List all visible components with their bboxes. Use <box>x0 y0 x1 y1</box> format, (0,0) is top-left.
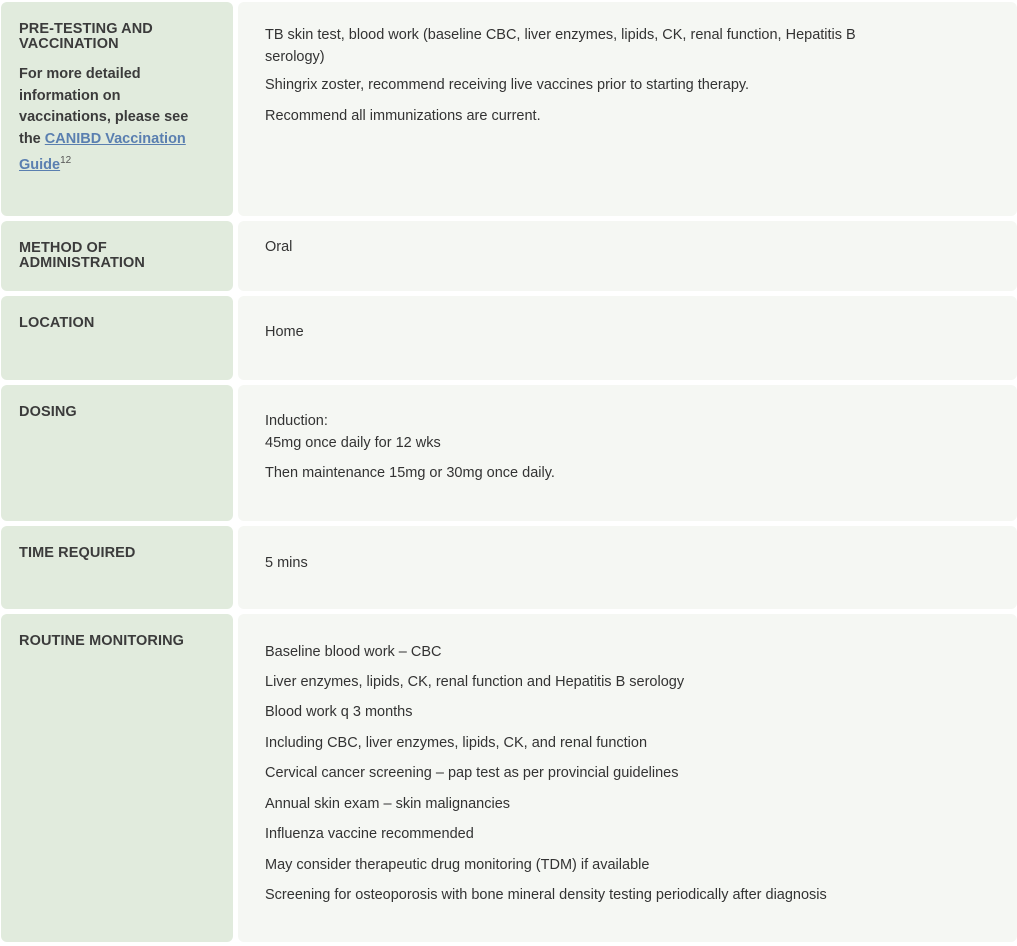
row-dosing <box>1 385 1017 521</box>
content-item: Screening for osteoporosis with bone mineral density testing periodically after diagnosis <box>265 887 827 903</box>
row-content-cell <box>238 221 1017 291</box>
content-item: Baseline blood work – CBC <box>265 644 442 660</box>
row-label-cell <box>1 2 233 216</box>
content-item: Liver enzymes, lipids, CK, renal function and Hepatitis B serology <box>265 674 685 690</box>
row-routine-monitoring <box>1 614 1017 942</box>
row-location <box>1 296 1017 380</box>
row-label: ROUTINE MONITORING <box>19 633 185 649</box>
row-label-cell <box>1 296 233 380</box>
row-label: TIME REQUIRED <box>19 545 136 561</box>
content-item: Recommend all immunizations are current. <box>265 108 541 124</box>
row-content-cell <box>238 614 1017 942</box>
row-content-cell <box>238 385 1017 521</box>
row-method-of-administration <box>1 221 1017 291</box>
vaccination-note-text: For more detailed information on vaccinations, please see the <box>19 66 189 147</box>
content-item: 5 mins <box>265 555 308 571</box>
row-label-cell <box>1 614 233 942</box>
content-item: Induction: <box>265 413 328 429</box>
row-label: PRE-TESTING AND VACCINATION <box>19 21 153 52</box>
content-item: TB skin test, blood work (baseline CBC, liver enzymes, lipids, CK, renal function, Hepatitis B serology) <box>265 27 856 65</box>
content-item: Including CBC, liver enzymes, lipids, CK, and renal function <box>265 735 648 751</box>
row-label: DOSING <box>19 404 77 420</box>
content-item: Influenza vaccine recommended <box>265 826 474 842</box>
content-item: Then maintenance 15mg or 30mg once daily. <box>265 465 555 481</box>
row-content-cell <box>238 296 1017 380</box>
content-item: Blood work q 3 months <box>265 704 413 720</box>
row-content-cell <box>238 2 1017 216</box>
row-label-cell <box>1 526 233 609</box>
footnote-ref: 12 <box>60 155 72 166</box>
row-pre-testing <box>1 2 1017 216</box>
content-item: Cervical cancer screening – pap test as per provincial guidelines <box>265 765 679 781</box>
row-content-cell <box>238 526 1017 609</box>
content-item: 45mg once daily for 12 wks <box>265 435 441 451</box>
content-item: May consider therapeutic drug monitoring (TDM) if available <box>265 857 650 873</box>
row-time-required <box>1 526 1017 609</box>
content-item: Annual skin exam – skin malignancies <box>265 796 511 812</box>
content-item: Home <box>265 324 304 340</box>
row-label-cell <box>1 221 233 291</box>
content-item: Shingrix zoster, recommend receiving live vaccines prior to starting therapy. <box>265 77 750 93</box>
content-item: Oral <box>265 239 293 255</box>
vaccination-note <box>19 64 199 176</box>
row-label: METHOD OF ADMINISTRATION <box>19 240 145 271</box>
canibd-vaccination-guide-link[interactable]: CANIBD Vaccination Guide <box>19 130 186 173</box>
row-label: LOCATION <box>19 315 95 331</box>
row-label-cell <box>1 385 233 521</box>
